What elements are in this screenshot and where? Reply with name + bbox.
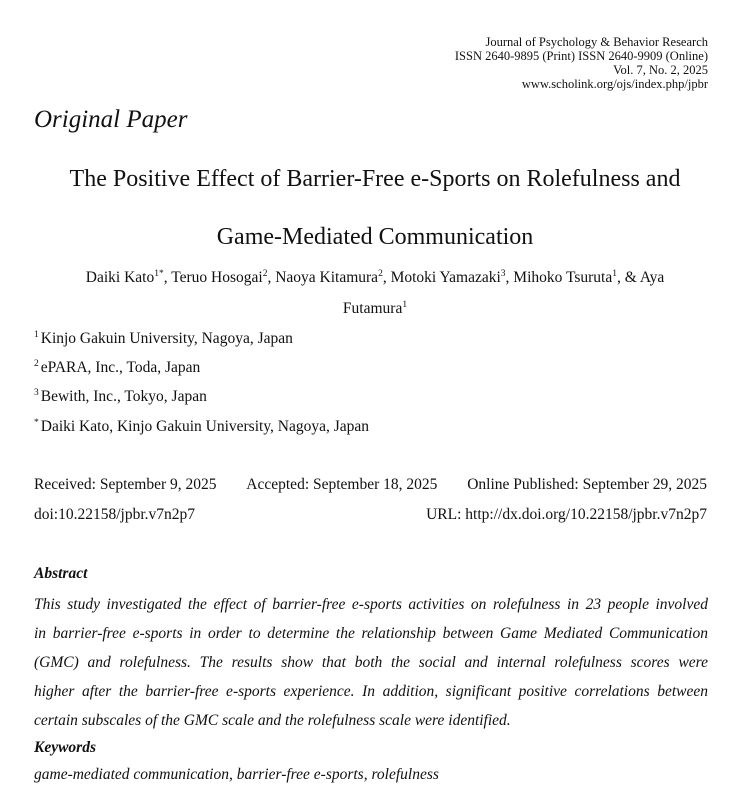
affiliation-text: Daiki Kato, Kinjo Gakuin University, Nagoya, Japan <box>40 418 370 435</box>
author-separator: , <box>163 269 172 286</box>
published-date: Online Published: September 29, 2025 <box>467 476 707 493</box>
affiliation-mark: * <box>34 418 39 428</box>
author-name: Teruo Hosogai <box>171 269 263 286</box>
author-affiliation-mark: 1 <box>612 269 617 279</box>
author-separator: , & <box>616 269 640 286</box>
author-name: Mihoko Tsuruta <box>513 269 613 286</box>
doi-url-link[interactable]: URL: http://dx.doi.org/10.22158/jpbr.v7n2p7 <box>426 506 707 523</box>
author-separator: , <box>382 269 391 286</box>
author-name: Naoya Kitamura <box>275 269 379 286</box>
doi: doi:10.22158/jpbr.v7n2p7 <box>34 506 196 523</box>
corresponding-author <box>34 418 369 436</box>
abstract-line: certain subscales of the GMC scale and the rolefulness scale were identified. <box>34 712 511 729</box>
affiliation-mark: 2 <box>34 359 39 369</box>
author-affiliation-mark: 1 <box>402 300 408 310</box>
author-affiliation-mark: 3 <box>500 269 506 279</box>
abstract-line: This study investigated the effect of barrier-free e-sports activities on rolefulness in 23 people involved <box>34 596 708 613</box>
paper-type: Original Paper <box>34 106 188 133</box>
affiliation-text: ePARA, Inc., Toda, Japan <box>40 359 201 376</box>
keywords-heading: Keywords <box>34 739 96 756</box>
journal-header <box>455 35 708 91</box>
author-name: Futamura <box>342 300 403 317</box>
abstract-heading: Abstract <box>34 565 88 582</box>
author-name: Motoki Yamazaki <box>390 269 501 286</box>
keywords-list: game-mediated communication, barrier-free e-sports, rolefulness <box>34 766 439 783</box>
author-name: Daiki Kato <box>85 269 155 286</box>
affiliation-mark: 1 <box>34 330 39 340</box>
abstract-line: higher after the barrier-free e-sports experience. In addition, significant positive correlations between <box>34 683 708 700</box>
author-separator: , <box>505 269 514 286</box>
doi-row <box>34 506 707 524</box>
author-affiliation-mark: 1* <box>154 269 164 279</box>
affiliation-text: Kinjo Gakuin University, Nagoya, Japan <box>40 330 293 347</box>
accepted-date: Accepted: September 18, 2025 <box>246 476 438 493</box>
author-line-1 <box>0 269 750 287</box>
author-separator: , <box>267 269 276 286</box>
author-affiliation-mark: 2 <box>378 269 383 279</box>
author-line-2 <box>0 300 750 318</box>
paper-title-line-2: Game-Mediated Communication <box>216 224 534 250</box>
abstract-body <box>34 590 708 735</box>
abstract-line: in barrier-free e-sports in order to determine the relationship between Game Mediated Communication <box>34 625 708 642</box>
abstract-line: (GMC) and rolefulness. The results show that both the social and internal rolefulness scores were <box>34 654 708 671</box>
affiliation-1 <box>34 330 293 348</box>
journal-volume: Vol. 7, No. 2, 2025 <box>613 63 708 77</box>
affiliation-mark: 3 <box>34 388 39 398</box>
journal-issn: ISSN 2640-9895 (Print) ISSN 2640-9909 (Online) <box>454 49 708 63</box>
affiliation-3 <box>34 388 207 406</box>
author-affiliation-mark: 2 <box>262 269 268 279</box>
author-name: Aya <box>639 269 665 286</box>
affiliation-2 <box>34 359 200 377</box>
received-date: Received: September 9, 2025 <box>34 476 217 493</box>
journal-name: Journal of Psychology & Behavior Research <box>485 35 708 49</box>
affiliation-text: Bewith, Inc., Tokyo, Japan <box>40 388 207 405</box>
journal-url[interactable]: www.scholink.org/ojs/index.php/jpbr <box>521 77 708 91</box>
paper-title-line-1: The Positive Effect of Barrier-Free e-Sports on Rolefulness and <box>69 166 681 192</box>
publication-dates <box>34 476 707 494</box>
